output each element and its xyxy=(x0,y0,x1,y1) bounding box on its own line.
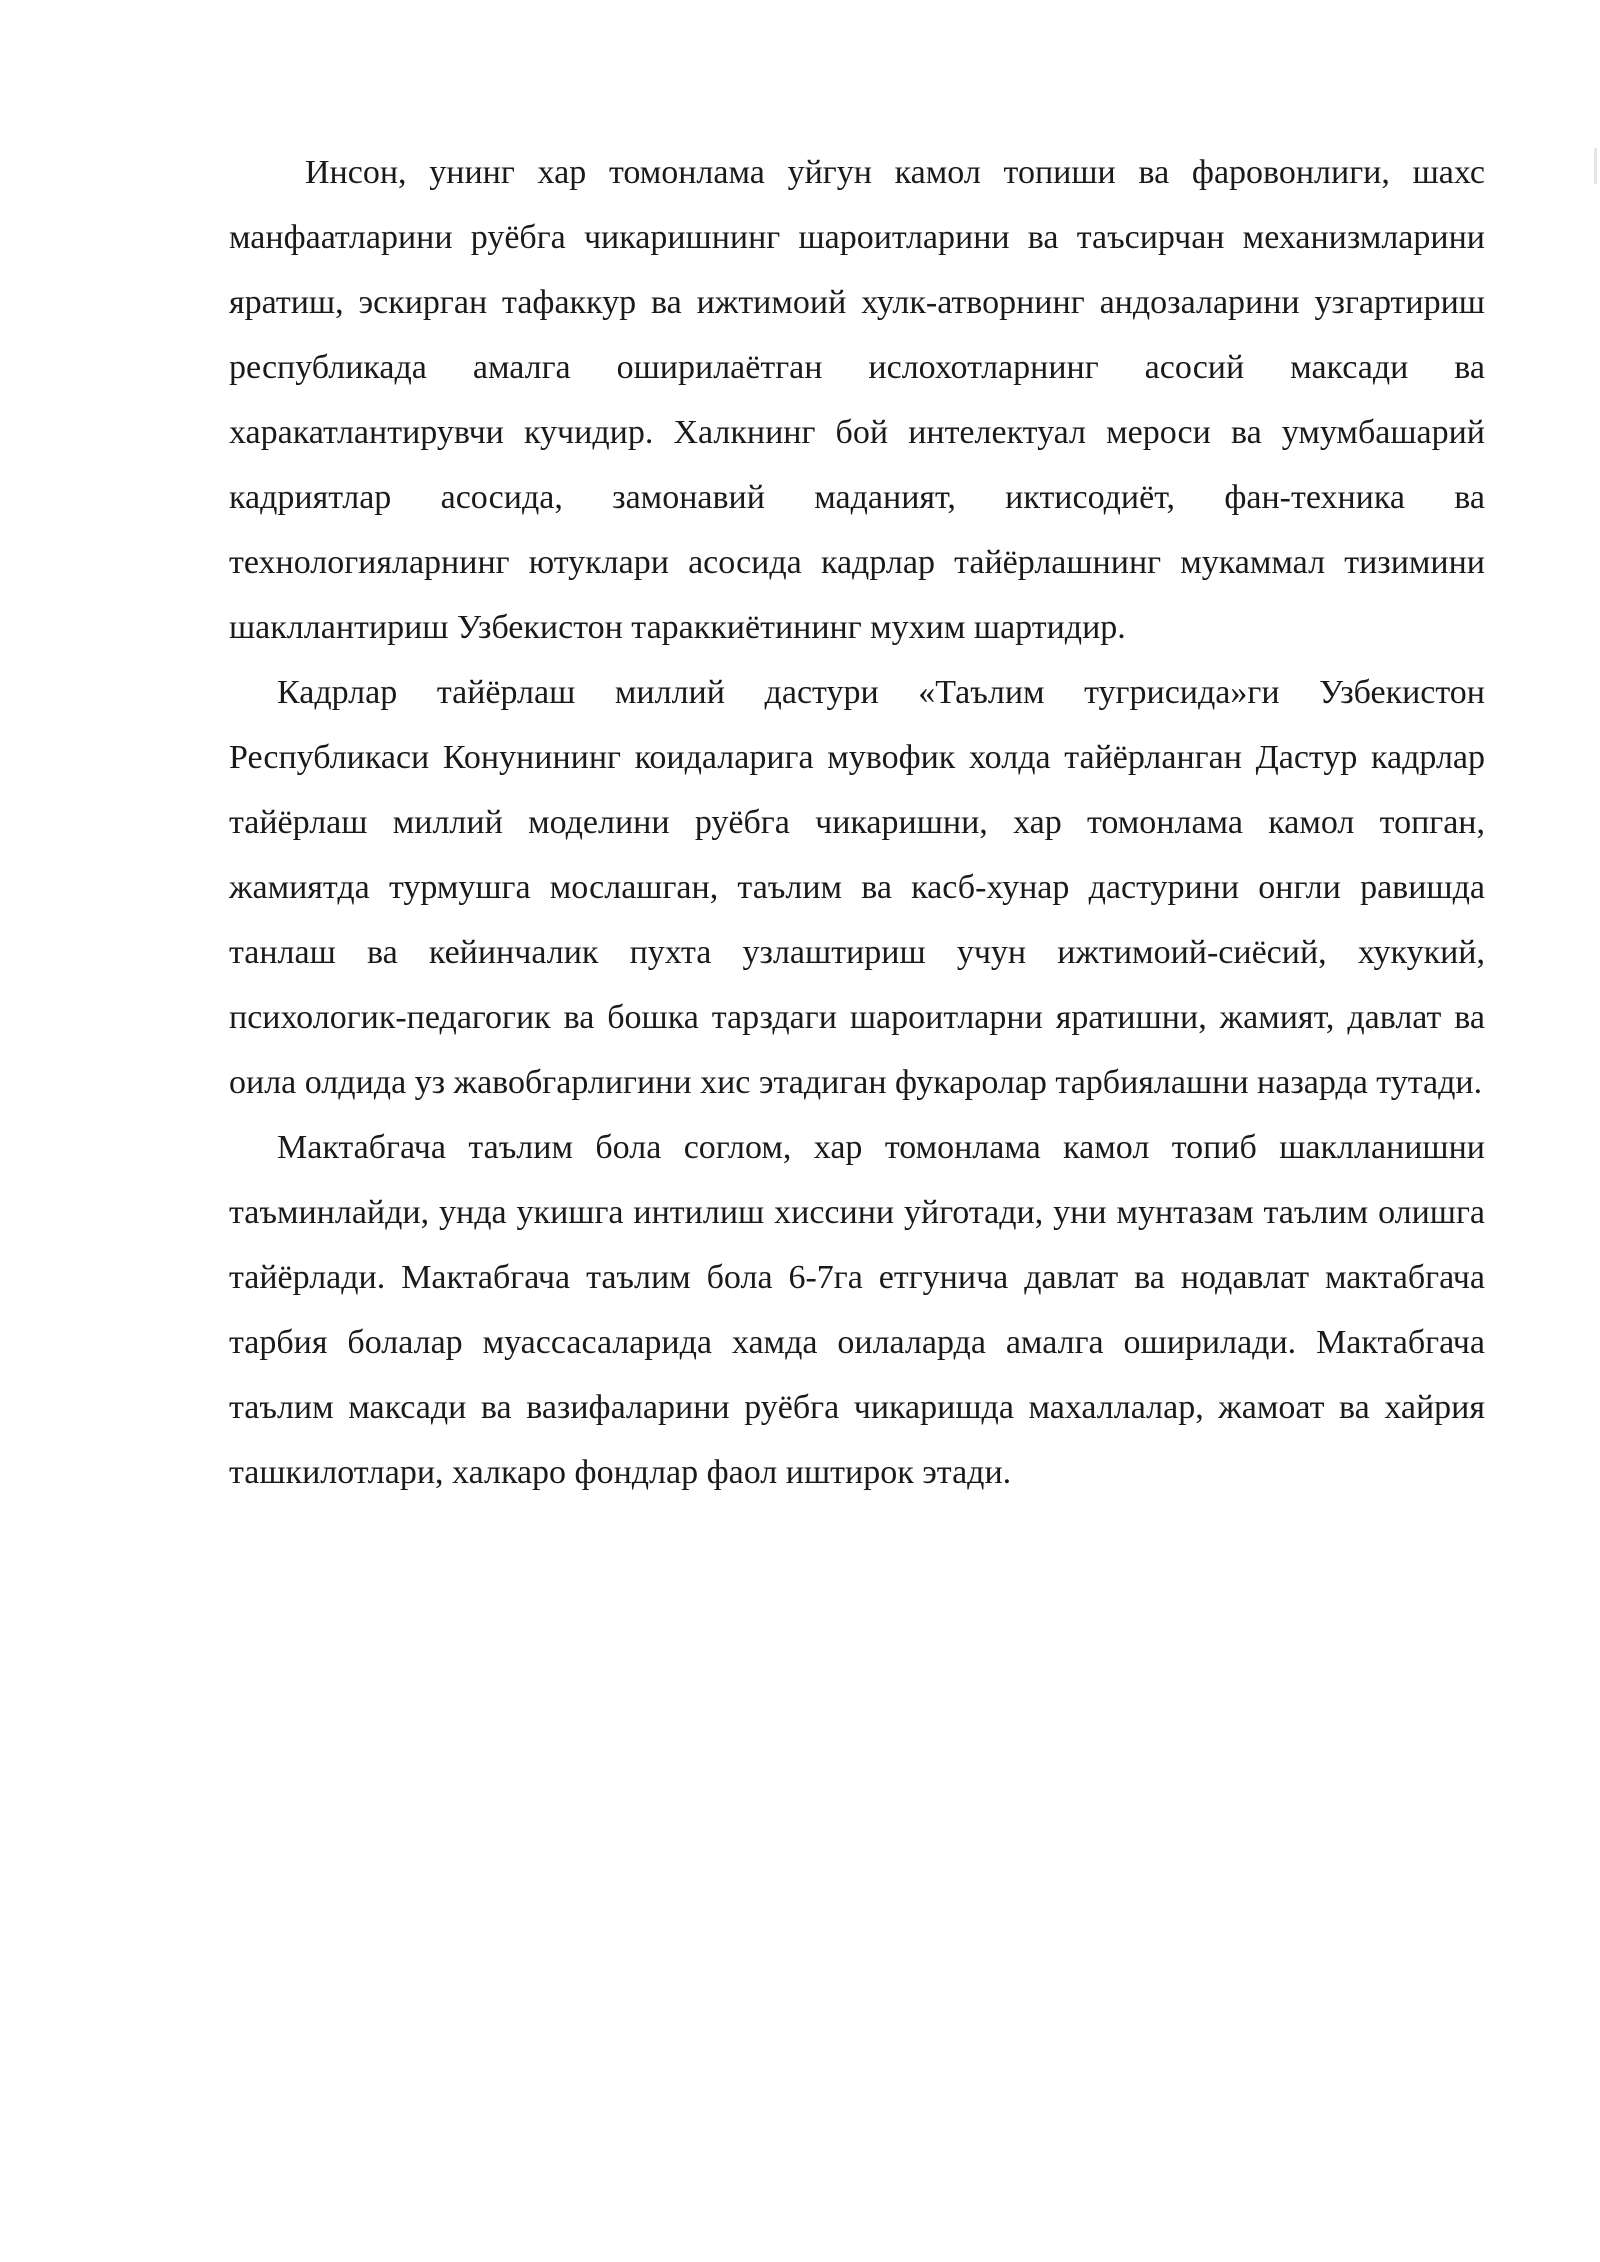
page-edge-mark xyxy=(1594,148,1597,184)
paragraph-1: Инсон, унинг хар томонлама уйгун камол топиши ва фаровонлиги, шахс манфаатларини руёбга чикаришнинг шароитларини ва таъсирчан механизмларини яратиш, эскирган тафаккур ва ижтимоий хулк-атворнинг андозаларини узгартириш республикада амалга оширилаётган ислохотларнинг асосий максади ва харакатлантирувчи кучидир. Халкнинг бой интелектуал мероси ва умумбашарий кадриятлар асосида, замонавий маданият, иктисодиёт, фан-техника ва технологияларнинг ютуклари асосида кадрлар тайёрлашнинг мукаммал тизимини шакллантириш Узбекистон тараккиётининг мухим шартидир. xyxy=(229,154,1485,646)
document-body xyxy=(229,140,1485,1505)
paragraph-3: Мактабгача таълим бола соглом, хар томонлама камол топиб шаклланишни таъминлайди, унда укишга интилиш хиссини уйготади, уни мунтазам таълим олишга тайёрлади. Мактабгача таълим бола 6-7га етгунича давлат ва нодавлат мактабгача тарбия болалар муассасаларида хамда оилаларда амалга оширилади. Мактабгача таълим максади ва вазифаларини руёбга чикаришда махаллалар, жамоат ва хайрия ташкилотлари, халкаро фондлар фаол иштирок этади. xyxy=(229,1129,1485,1491)
paragraph-2: Кадрлар тайёрлаш миллий дастури «Таълим тугрисида»ги Узбекистон Республикаси Конунининг коидаларига мувофик холда тайёрланган Дастур кадрлар тайёрлаш миллий моделини руёбга чикаришни, хар томонлама камол топган, жамиятда турмушга мослашган, таълим ва касб-хунар дастурини онгли равишда танлаш ва кейинчалик пухта узлаштириш учун ижтимоий-сиёсий, хукукий, психологик-педагогик ва бошка тарздаги шароитларни яратишни, жамият, давлат ва оила олдида уз жавобгарлигини хис этадиган фукаролар тарбиялашни назарда тутади. xyxy=(229,674,1485,1101)
